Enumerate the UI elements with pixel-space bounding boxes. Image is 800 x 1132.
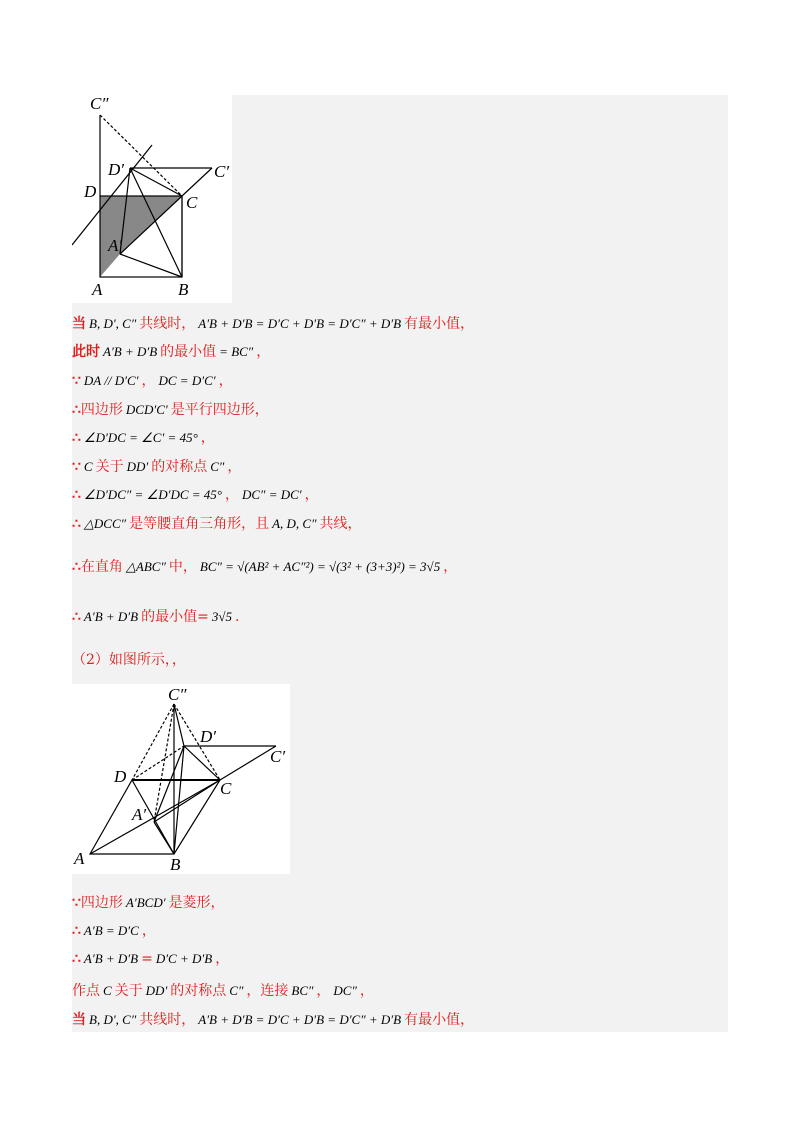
line-text: 共线， [319,516,362,532]
line-text: 在直角 [80,559,123,575]
math-expression: A′B = D′C [83,923,139,938]
line-text: ，连接 [246,983,289,999]
math-expression: C [83,459,93,474]
solution-line [72,979,374,1003]
solution-line [72,369,233,393]
line-prefix: ∴ [72,559,81,575]
label-a1: A′ [132,805,147,824]
label-d: D [114,767,127,786]
math-expression: DD′ [145,983,168,998]
line-prefix: 此时 [72,344,100,360]
label-c: C [220,779,232,798]
solution-line [72,1008,474,1032]
solution-line [72,483,319,507]
line-prefix: ∴ [72,430,81,446]
line-text: 关于 [95,459,124,475]
math-expression: A′BCD′ [125,895,166,910]
line-text: 共线时， [139,1012,196,1028]
line-text: ， [215,951,230,967]
math-expression: △DCC″ [83,516,127,531]
label-b: B [170,855,181,874]
solution-line [72,605,239,629]
label-c: C [186,193,198,212]
line-text: ， [256,344,271,360]
solution-line [72,426,215,450]
solution-line [72,340,270,364]
line-text: ， [141,923,156,939]
line-text: 共线时， [139,316,196,332]
math-expression: C″ [210,459,225,474]
math-expression: B, D′, C″ [89,316,137,331]
line-prefix: ∴ [72,951,81,967]
line-text: ， [316,983,331,999]
solution-line [72,455,241,479]
math-expression: DC″ [333,983,357,998]
line-text: ， [200,430,215,446]
line-text: 中， [168,559,197,575]
figure-1-svg [72,95,232,303]
line-text: ， [227,459,242,475]
math-expression: D′C + D′B [155,951,213,966]
math-expression: △ABC″ [125,559,166,574]
line-prefix: ∴ [72,609,81,625]
figure-2-svg [72,684,290,874]
label-c1: C′ [214,162,230,181]
line-text: 的对称点 [151,459,208,475]
label-b: B [178,280,189,299]
math-expression: ∠D′DC = ∠C′ = 45° [83,430,198,445]
math-expression: ∠D′DC″ = ∠D′DC = 45° [83,487,222,502]
line-prefix: 当 [72,316,86,332]
line-prefix: ∵ [72,459,81,475]
line-text: ， [141,373,156,389]
line-text: 有最小值， [404,316,475,332]
label-c1: C′ [270,747,286,766]
line-prefix: ∵ [72,373,81,389]
line-prefix: ∴ [72,402,81,418]
solution-line [72,891,225,915]
line-text: 的对称点 [170,983,227,999]
line-text: 的最小值 [160,344,217,360]
line-prefix: ∵ [72,895,81,911]
line-text: 作点 [72,983,100,999]
line-text: ， [218,373,233,389]
solution-line [72,312,474,336]
math-expression: C″ [229,983,244,998]
math-expression: DC″ = DC′ [241,487,302,502]
label-c2: C″ [168,685,187,704]
math-expression: B, D′, C″ [89,1012,137,1027]
line-prefix: ∴ [72,487,81,503]
line-text: 四边形 [80,402,123,418]
line-text: 的最小值= [141,609,209,625]
label-a: A [92,280,103,299]
line-prefix: 当 [72,1012,86,1028]
line-text: 是等腰直角三角形，且 [129,516,270,532]
math-expression: BC″ [291,983,314,998]
label-a1: A′ [108,236,123,255]
label-d: D [84,182,97,201]
line-prefix: ∴ [72,923,81,939]
line-text: 是平行四边形， [170,402,269,418]
math-expression: = BC″ [219,344,254,359]
line-text: = [141,951,153,967]
line-text: ， [224,487,239,503]
line-text: 是菱形， [168,895,225,911]
part2-heading: （2）如图所示，， [72,652,186,668]
solution-line [72,919,156,943]
label-a: A [74,849,85,868]
label-d1: D′ [108,160,124,179]
math-expression: DC = D′C′ [158,373,216,388]
solution-line [72,398,269,422]
label-d1: D′ [200,727,216,746]
math-expression: A, D, C″ [272,516,317,531]
line-text: ， [443,559,458,575]
label-c2: C″ [90,95,109,113]
solution-line [72,512,362,536]
math-expression: DCD′C′ [125,402,168,417]
math-expression: 3√5 [211,609,232,624]
math-expression: A′B + D′B [103,344,158,359]
solution-line [72,947,229,971]
line-text: . [234,609,240,625]
line-text: ， [304,487,319,503]
math-expression: A′B + D′B [83,951,139,966]
line-text: 四边形 [80,895,123,911]
figure-2 [72,684,290,874]
math-expression: BC″ = √(AB² + AC″²) = √(3² + (3+3)²) = 3√5 [199,559,441,574]
math-expression: A′B + D′B = D′C + D′B = D′C″ + D′B [198,316,402,331]
solution-line [72,555,457,579]
line-text: 有最小值， [404,1012,475,1028]
line-text: 关于 [114,983,143,999]
math-expression: DD′ [126,459,149,474]
math-expression: A′B + D′B [83,609,139,624]
line-text: ， [359,983,374,999]
math-expression: DA // D′C′ [83,373,139,388]
figure-1 [72,95,232,303]
math-expression: A′B + D′B = D′C + D′B = D′C″ + D′B [198,1012,402,1027]
line-prefix: ∴ [72,516,81,532]
math-expression: C [103,983,112,998]
